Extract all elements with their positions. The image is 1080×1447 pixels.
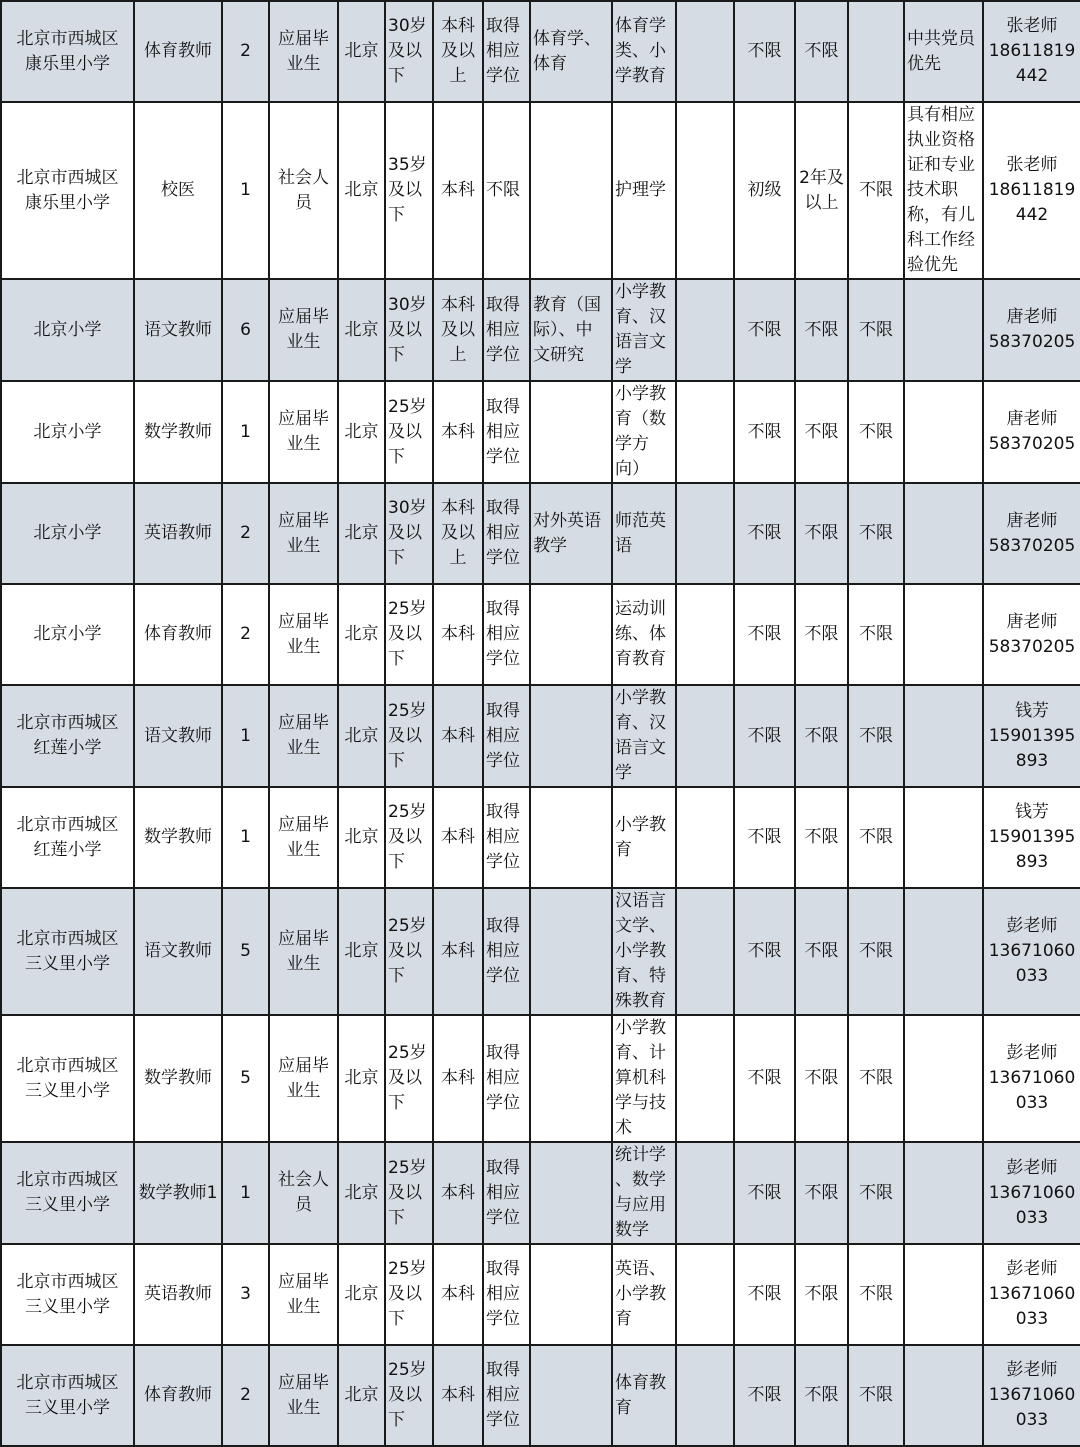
school-name-cell: 北京市西城区 红莲小学 [1, 685, 134, 787]
other-requirement-cell [904, 1142, 983, 1244]
extra-requirement-cell [676, 279, 734, 381]
degree-cell: 取得 相应 学位 [483, 483, 530, 584]
graduate-major-cell [530, 1142, 612, 1244]
table-body [1, 1, 1080, 1446]
table-row [1, 1345, 1080, 1446]
extra-requirement-cell [676, 1, 734, 102]
graduate-major-cell [530, 685, 612, 787]
school-name-cell: 北京市西城区 三义里小学 [1, 1015, 134, 1142]
residence-cell: 北京 [338, 483, 385, 584]
undergraduate-major-cell: 英语、 小学教 育 [612, 1244, 676, 1345]
age-requirement-cell: 25岁 及以 下 [385, 1142, 433, 1244]
residence-cell: 北京 [338, 685, 385, 787]
education-cell: 本科 [433, 787, 483, 888]
experience-cell: 不限 [795, 381, 848, 483]
headcount-cell: 1 [222, 102, 269, 279]
contact-cell: 彭老师 13671060 033 [983, 1244, 1080, 1345]
age-requirement-cell: 25岁 及以 下 [385, 685, 433, 787]
education-cell: 本科 及以 上 [433, 1, 483, 102]
professional-title-cell: 不限 [734, 1142, 795, 1244]
degree-cell: 取得 相应 学位 [483, 1015, 530, 1142]
political-status-cell: 不限 [848, 381, 904, 483]
applicant-type-cell: 应届毕 业生 [269, 381, 338, 483]
education-cell: 本科 [433, 102, 483, 279]
political-status-cell: 不限 [848, 483, 904, 584]
education-cell: 本科 [433, 685, 483, 787]
table-row [1, 1142, 1080, 1244]
other-requirement-cell: 中共党员 优先 [904, 1, 983, 102]
contact-cell: 彭老师 13671060 033 [983, 1345, 1080, 1446]
undergraduate-major-cell: 体育教 育 [612, 1345, 676, 1446]
position-cell: 体育教师 [134, 1, 222, 102]
headcount-cell: 1 [222, 685, 269, 787]
table-row [1, 102, 1080, 279]
age-requirement-cell: 30岁 及以 下 [385, 279, 433, 381]
graduate-major-cell [530, 102, 612, 279]
political-status-cell: 不限 [848, 888, 904, 1015]
experience-cell: 不限 [795, 787, 848, 888]
political-status-cell: 不限 [848, 1015, 904, 1142]
experience-cell: 不限 [795, 1244, 848, 1345]
education-cell: 本科 [433, 888, 483, 1015]
position-cell: 数学教师1 [134, 1142, 222, 1244]
age-requirement-cell: 30岁 及以 下 [385, 483, 433, 584]
contact-cell: 彭老师 13671060 033 [983, 888, 1080, 1015]
extra-requirement-cell [676, 1015, 734, 1142]
position-cell: 数学教师 [134, 381, 222, 483]
headcount-cell: 1 [222, 381, 269, 483]
graduate-major-cell [530, 1015, 612, 1142]
applicant-type-cell: 社会人 员 [269, 102, 338, 279]
extra-requirement-cell [676, 888, 734, 1015]
degree-cell: 取得 相应 学位 [483, 888, 530, 1015]
table-row [1, 787, 1080, 888]
undergraduate-major-cell: 护理学 [612, 102, 676, 279]
political-status-cell: 不限 [848, 1142, 904, 1244]
other-requirement-cell [904, 279, 983, 381]
headcount-cell: 1 [222, 787, 269, 888]
undergraduate-major-cell: 小学教 育、汉 语言文 学 [612, 279, 676, 381]
table-row [1, 685, 1080, 787]
political-status-cell: 不限 [848, 1244, 904, 1345]
contact-cell: 钱芳 15901395 893 [983, 685, 1080, 787]
professional-title-cell: 不限 [734, 888, 795, 1015]
experience-cell: 不限 [795, 483, 848, 584]
position-cell: 体育教师 [134, 584, 222, 685]
contact-cell: 张老师 18611819 442 [983, 102, 1080, 279]
school-name-cell: 北京市西城区 红莲小学 [1, 787, 134, 888]
applicant-type-cell: 应届毕 业生 [269, 584, 338, 685]
undergraduate-major-cell: 汉语言 文学、 小学教 育、特 殊教育 [612, 888, 676, 1015]
experience-cell: 不限 [795, 1, 848, 102]
contact-cell: 唐老师 58370205 [983, 381, 1080, 483]
headcount-cell: 2 [222, 1345, 269, 1446]
headcount-cell: 1 [222, 1142, 269, 1244]
extra-requirement-cell [676, 685, 734, 787]
applicant-type-cell: 应届毕 业生 [269, 685, 338, 787]
political-status-cell: 不限 [848, 1345, 904, 1446]
political-status-cell [848, 1, 904, 102]
professional-title-cell: 不限 [734, 685, 795, 787]
table-row [1, 584, 1080, 685]
age-requirement-cell: 25岁 及以 下 [385, 584, 433, 685]
applicant-type-cell: 应届毕 业生 [269, 787, 338, 888]
position-cell: 英语教师 [134, 483, 222, 584]
other-requirement-cell [904, 1345, 983, 1446]
age-requirement-cell: 30岁 及以 下 [385, 1, 433, 102]
degree-cell: 取得 相应 学位 [483, 1, 530, 102]
position-cell: 语文教师 [134, 685, 222, 787]
residence-cell: 北京 [338, 381, 385, 483]
school-name-cell: 北京小学 [1, 279, 134, 381]
undergraduate-major-cell: 小学教 育、汉 语言文 学 [612, 685, 676, 787]
contact-cell: 钱芳 15901395 893 [983, 787, 1080, 888]
school-name-cell: 北京市西城区 三义里小学 [1, 1345, 134, 1446]
headcount-cell: 5 [222, 1015, 269, 1142]
residence-cell: 北京 [338, 787, 385, 888]
graduate-major-cell [530, 381, 612, 483]
headcount-cell: 5 [222, 888, 269, 1015]
age-requirement-cell: 25岁 及以 下 [385, 888, 433, 1015]
contact-cell: 唐老师 58370205 [983, 483, 1080, 584]
professional-title-cell: 不限 [734, 381, 795, 483]
school-name-cell: 北京小学 [1, 483, 134, 584]
applicant-type-cell: 应届毕 业生 [269, 1244, 338, 1345]
age-requirement-cell: 25岁 及以 下 [385, 381, 433, 483]
education-cell: 本科 [433, 584, 483, 685]
school-name-cell: 北京市西城区 康乐里小学 [1, 102, 134, 279]
professional-title-cell: 不限 [734, 279, 795, 381]
headcount-cell: 2 [222, 584, 269, 685]
education-cell: 本科 [433, 1142, 483, 1244]
other-requirement-cell [904, 483, 983, 584]
contact-cell: 彭老师 13671060 033 [983, 1142, 1080, 1244]
age-requirement-cell: 25岁 及以 下 [385, 1345, 433, 1446]
headcount-cell: 3 [222, 1244, 269, 1345]
graduate-major-cell [530, 584, 612, 685]
extra-requirement-cell [676, 1142, 734, 1244]
extra-requirement-cell [676, 584, 734, 685]
school-name-cell: 北京市西城区 三义里小学 [1, 1142, 134, 1244]
residence-cell: 北京 [338, 1345, 385, 1446]
residence-cell: 北京 [338, 1015, 385, 1142]
education-cell: 本科 [433, 1015, 483, 1142]
applicant-type-cell: 应届毕 业生 [269, 483, 338, 584]
degree-cell: 取得 相应 学位 [483, 1142, 530, 1244]
degree-cell: 不限 [483, 102, 530, 279]
professional-title-cell: 不限 [734, 584, 795, 685]
age-requirement-cell: 25岁 及以 下 [385, 787, 433, 888]
table-row [1, 381, 1080, 483]
political-status-cell: 不限 [848, 685, 904, 787]
residence-cell: 北京 [338, 888, 385, 1015]
age-requirement-cell: 35岁 及以 下 [385, 102, 433, 279]
degree-cell: 取得 相应 学位 [483, 584, 530, 685]
table-row [1, 888, 1080, 1015]
position-cell: 英语教师 [134, 1244, 222, 1345]
table-row [1, 1015, 1080, 1142]
age-requirement-cell: 25岁 及以 下 [385, 1244, 433, 1345]
undergraduate-major-cell: 师范英 语 [612, 483, 676, 584]
extra-requirement-cell [676, 1244, 734, 1345]
other-requirement-cell [904, 888, 983, 1015]
residence-cell: 北京 [338, 102, 385, 279]
experience-cell: 不限 [795, 1015, 848, 1142]
residence-cell: 北京 [338, 1244, 385, 1345]
extra-requirement-cell [676, 787, 734, 888]
position-cell: 数学教师 [134, 1015, 222, 1142]
contact-cell: 张老师 18611819 442 [983, 1, 1080, 102]
professional-title-cell: 不限 [734, 1244, 795, 1345]
degree-cell: 取得 相应 学位 [483, 279, 530, 381]
extra-requirement-cell [676, 1345, 734, 1446]
residence-cell: 北京 [338, 1142, 385, 1244]
professional-title-cell: 不限 [734, 1, 795, 102]
education-cell: 本科 [433, 381, 483, 483]
education-cell: 本科 及以 上 [433, 279, 483, 381]
table-row [1, 279, 1080, 381]
table-row [1, 483, 1080, 584]
graduate-major-cell: 教育（国 际）、中 文研究 [530, 279, 612, 381]
headcount-cell: 2 [222, 483, 269, 584]
political-status-cell: 不限 [848, 279, 904, 381]
other-requirement-cell: 具有相应 执业资格 证和专业 技术职 称，有儿 科工作经 验优先 [904, 102, 983, 279]
applicant-type-cell: 应届毕 业生 [269, 1345, 338, 1446]
undergraduate-major-cell: 体育学 类、小 学教育 [612, 1, 676, 102]
school-name-cell: 北京市西城区 三义里小学 [1, 1244, 134, 1345]
education-cell: 本科 及以 上 [433, 483, 483, 584]
education-cell: 本科 [433, 1345, 483, 1446]
experience-cell: 不限 [795, 584, 848, 685]
school-name-cell: 北京小学 [1, 381, 134, 483]
education-cell: 本科 [433, 1244, 483, 1345]
graduate-major-cell [530, 888, 612, 1015]
other-requirement-cell [904, 685, 983, 787]
age-requirement-cell: 25岁 及以 下 [385, 1015, 433, 1142]
undergraduate-major-cell: 小学教 育（数 学方 向） [612, 381, 676, 483]
other-requirement-cell [904, 381, 983, 483]
extra-requirement-cell [676, 381, 734, 483]
undergraduate-major-cell: 小学教 育、计 算机科 学与技 术 [612, 1015, 676, 1142]
graduate-major-cell [530, 1345, 612, 1446]
table-row [1, 1244, 1080, 1345]
school-name-cell: 北京市西城区 三义里小学 [1, 888, 134, 1015]
professional-title-cell: 不限 [734, 787, 795, 888]
applicant-type-cell: 社会人 员 [269, 1142, 338, 1244]
other-requirement-cell [904, 1015, 983, 1142]
experience-cell: 不限 [795, 888, 848, 1015]
undergraduate-major-cell: 小学教 育 [612, 787, 676, 888]
extra-requirement-cell [676, 483, 734, 584]
undergraduate-major-cell: 统计学 、数学 与应用 数学 [612, 1142, 676, 1244]
school-name-cell: 北京小学 [1, 584, 134, 685]
table-row [1, 1, 1080, 102]
contact-cell: 彭老师 13671060 033 [983, 1015, 1080, 1142]
position-cell: 数学教师 [134, 787, 222, 888]
headcount-cell: 6 [222, 279, 269, 381]
other-requirement-cell [904, 787, 983, 888]
political-status-cell: 不限 [848, 102, 904, 279]
degree-cell: 取得 相应 学位 [483, 685, 530, 787]
position-cell: 体育教师 [134, 1345, 222, 1446]
applicant-type-cell: 应届毕 业生 [269, 1, 338, 102]
other-requirement-cell [904, 584, 983, 685]
graduate-major-cell [530, 787, 612, 888]
other-requirement-cell [904, 1244, 983, 1345]
degree-cell: 取得 相应 学位 [483, 1345, 530, 1446]
degree-cell: 取得 相应 学位 [483, 381, 530, 483]
position-cell: 语文教师 [134, 279, 222, 381]
professional-title-cell: 不限 [734, 1345, 795, 1446]
professional-title-cell: 初级 [734, 102, 795, 279]
applicant-type-cell: 应届毕 业生 [269, 1015, 338, 1142]
graduate-major-cell [530, 1244, 612, 1345]
political-status-cell: 不限 [848, 787, 904, 888]
professional-title-cell: 不限 [734, 1015, 795, 1142]
applicant-type-cell: 应届毕 业生 [269, 279, 338, 381]
applicant-type-cell: 应届毕 业生 [269, 888, 338, 1015]
political-status-cell: 不限 [848, 584, 904, 685]
contact-cell: 唐老师 58370205 [983, 584, 1080, 685]
experience-cell: 2年及 以上 [795, 102, 848, 279]
degree-cell: 取得 相应 学位 [483, 1244, 530, 1345]
graduate-major-cell: 对外英语 教学 [530, 483, 612, 584]
experience-cell: 不限 [795, 1345, 848, 1446]
experience-cell: 不限 [795, 685, 848, 787]
experience-cell: 不限 [795, 279, 848, 381]
undergraduate-major-cell: 运动训 练、体 育教育 [612, 584, 676, 685]
professional-title-cell: 不限 [734, 483, 795, 584]
position-cell: 语文教师 [134, 888, 222, 1015]
residence-cell: 北京 [338, 279, 385, 381]
headcount-cell: 2 [222, 1, 269, 102]
residence-cell: 北京 [338, 1, 385, 102]
position-cell: 校医 [134, 102, 222, 279]
extra-requirement-cell [676, 102, 734, 279]
residence-cell: 北京 [338, 584, 385, 685]
school-name-cell: 北京市西城区 康乐里小学 [1, 1, 134, 102]
degree-cell: 取得 相应 学位 [483, 787, 530, 888]
graduate-major-cell: 体育学、 体育 [530, 1, 612, 102]
experience-cell: 不限 [795, 1142, 848, 1244]
contact-cell: 唐老师 58370205 [983, 279, 1080, 381]
